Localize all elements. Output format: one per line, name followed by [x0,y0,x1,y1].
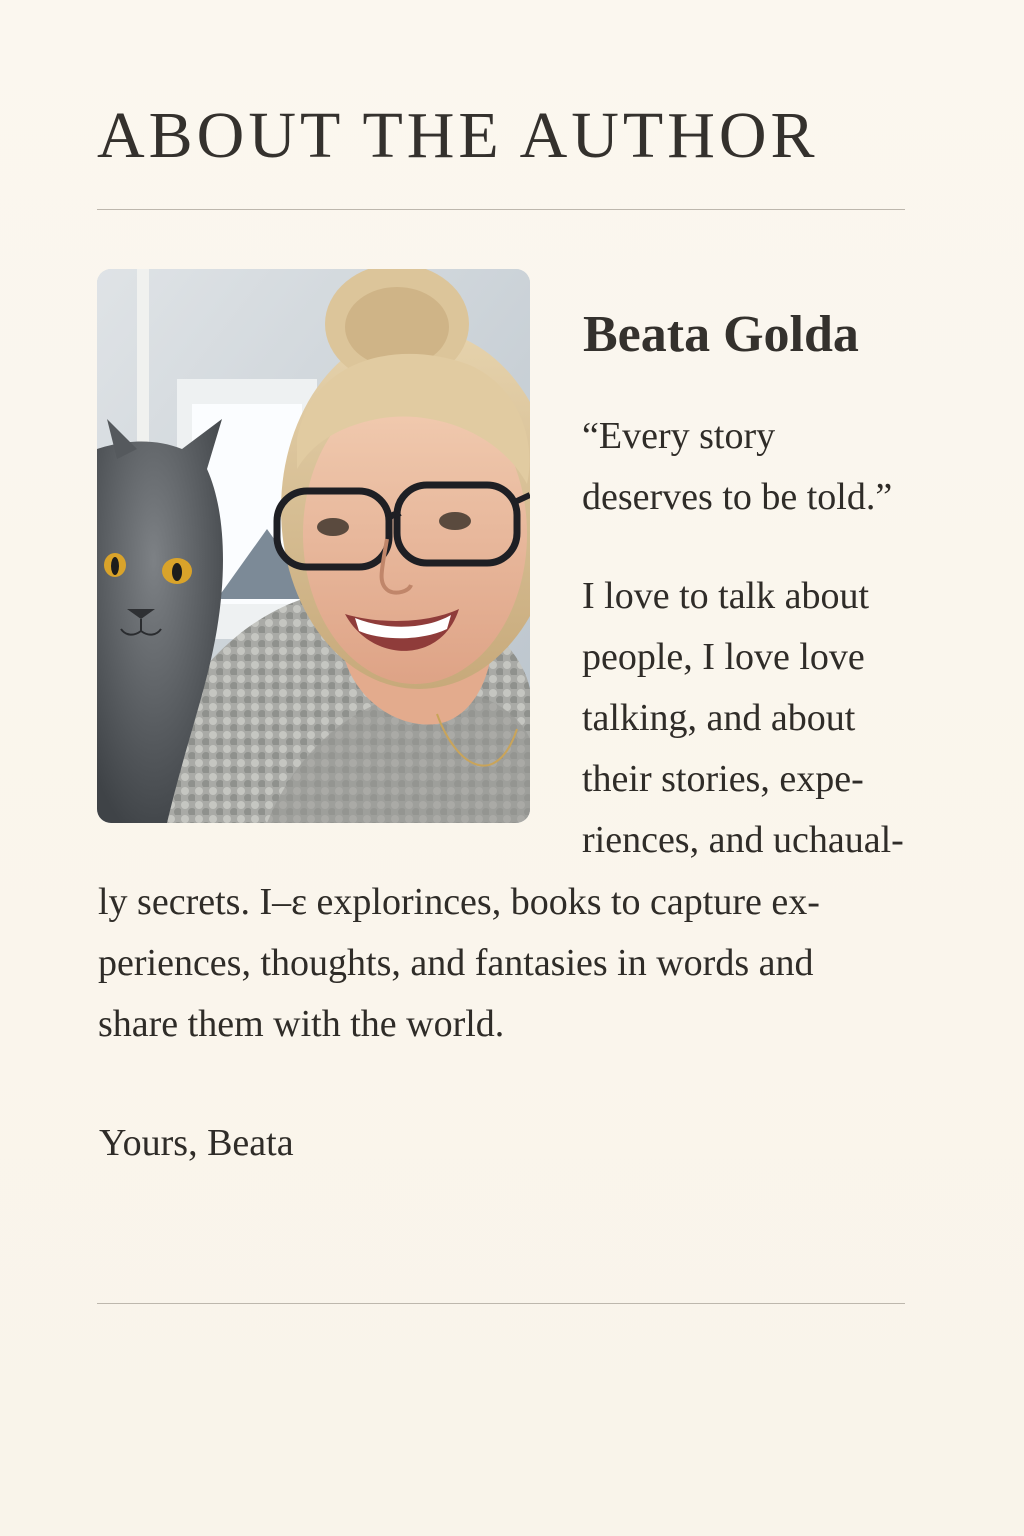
bio-paragraph-side [582,566,982,871]
bio-line: periences, thoughts, and fantasies in words and [98,942,814,984]
top-divider [97,209,905,210]
author-name: Beata Golda [583,306,859,363]
bio-line: ly secrets. I–ɛ explorinces, books to capture ex- [98,881,820,923]
bio-line: their stories, expe- [582,758,864,800]
bio-line: riences, and uchaual- [582,819,904,861]
bottom-divider [97,1303,905,1304]
author-quote [582,406,982,528]
bio-line: people, I love love [582,636,865,678]
signoff: Yours, Beata [99,1122,294,1164]
bio-line: share them with the world. [98,1003,505,1045]
author-photo [97,269,530,823]
bio-paragraph-full [98,872,978,1055]
quote-line: deserves to be told.” [582,476,893,518]
bio-line: talking, and about [582,697,856,739]
page-title: ABOUT THE AUTHOR [97,99,819,172]
quote-line: “Every story [582,415,776,457]
author-photo-with-cat-icon [97,269,530,823]
bio-line: I love to talk about [582,575,870,617]
